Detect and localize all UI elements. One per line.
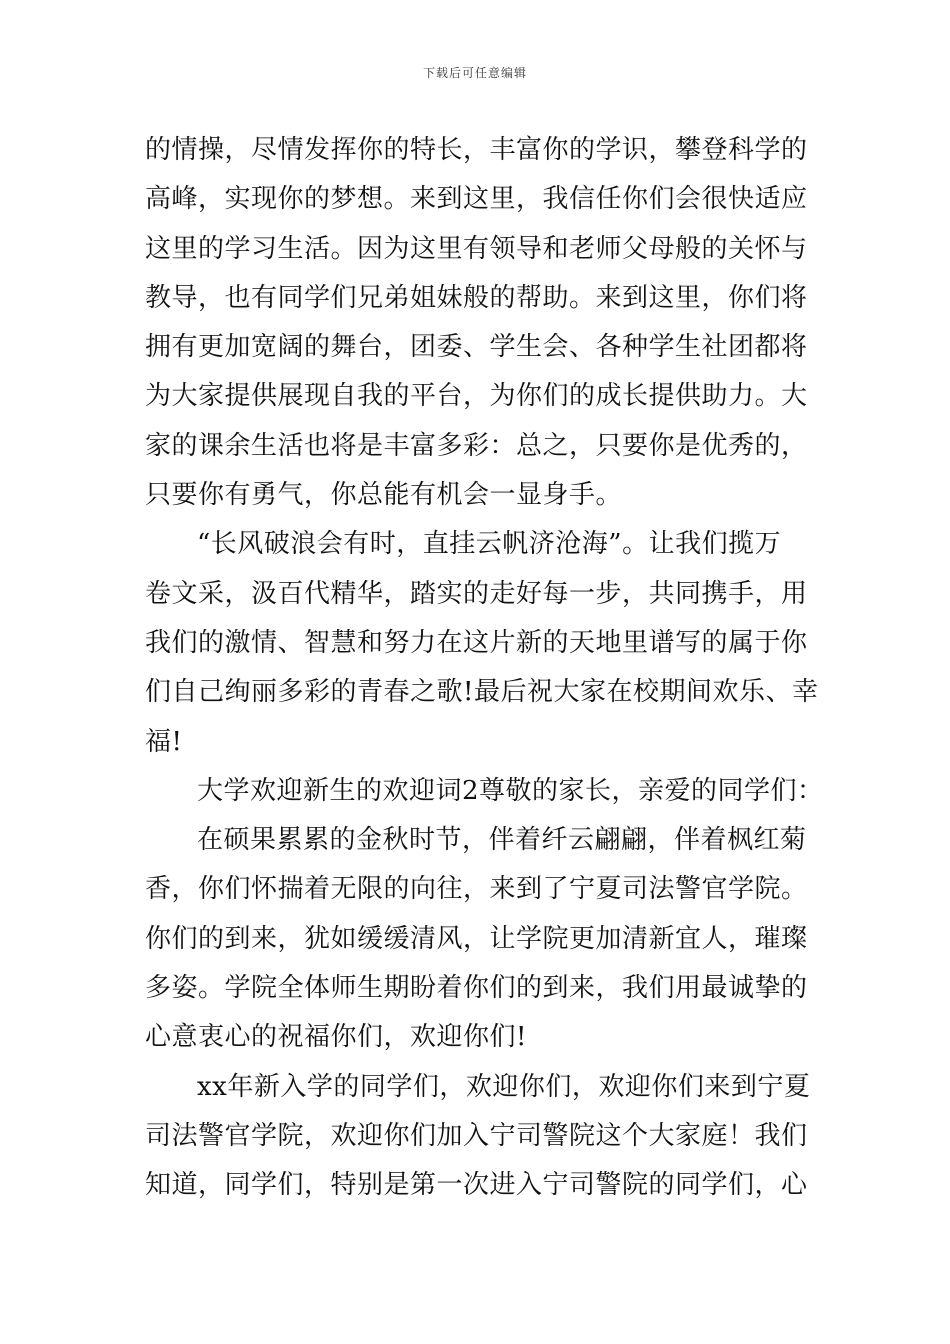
text-line: xx年新入学的同学们，欢迎你们，欢迎你们来到宁夏 — [197, 1071, 811, 1102]
text-line: 心意衷心的祝福你们，欢迎你们! — [145, 1022, 527, 1053]
text-line: 为大家提供展现自我的平台，为你们的成长提供助力。大 — [145, 381, 808, 412]
page-header: 下载后可任意编辑 — [422, 66, 527, 80]
section-heading-line: 大学欢迎新生的欢迎词2尊敬的家长，亲爱的同学们： — [197, 775, 824, 806]
text-line: 司法警官学院，欢迎你们加入宁司警院这个大家庭！我们 — [145, 1120, 808, 1151]
text-line: 知道，同学们，特别是第一次进入宁司警院的同学们，心 — [145, 1170, 808, 1201]
text-line: 家的课余生活也将是丰富多彩：总之，只要你是优秀的， — [145, 430, 808, 461]
text-line: 高峰，实现你的梦想。来到这里，我信任你们会很快适应 — [145, 184, 808, 215]
text-line: 卷文采，汲百代精华，踏实的走好每一步，共同携手，用 — [145, 578, 808, 609]
paragraph-5 — [145, 1063, 810, 1211]
paragraph-3 — [145, 767, 824, 816]
text-line: 这里的学习生活。因为这里有领导和老师父母般的关怀与 — [145, 233, 808, 264]
text-line: 的情操，尽情发挥你的特长，丰富你的学识，攀登科学的 — [145, 135, 808, 165]
paragraph-4 — [145, 816, 810, 1062]
text-line: “长风破浪会有时，直挂云帆济沧海”。让我们揽万 — [197, 529, 782, 560]
text-line: 你们的到来，犹如缓缓清风，让学院更加清新宜人，璀璨 — [145, 923, 808, 954]
text-line: 们自己绚丽多彩的青春之歌!最后祝大家在校期间欢乐、幸 — [145, 677, 819, 708]
document-body — [145, 126, 824, 1211]
text-line: 多姿。学院全体师生期盼着你们的到来，我们用最诚挚的 — [145, 973, 808, 1004]
text-line: 香，你们怀揣着无限的向往，来到了宁夏司法警官学院。 — [145, 874, 808, 905]
text-line: 福! — [145, 726, 183, 757]
text-line: 拥有更加宽阔的舞台，团委、学生会、各种学生社团都将 — [145, 332, 808, 363]
text-line: 在硕果累累的金秋时节，伴着纤云翩翩，伴着枫红菊 — [197, 825, 807, 856]
text-line: 我们的激情、智慧和努力在这片新的天地里谱写的属于你 — [145, 627, 808, 658]
text-line: 只要你有勇气，你总能有机会一显身手。 — [145, 480, 623, 511]
paragraph-2 — [145, 520, 819, 766]
text-line: 教导，也有同学们兄弟姐妹般的帮助。来到这里，你们将 — [145, 282, 808, 313]
paragraph-1 — [145, 126, 810, 520]
